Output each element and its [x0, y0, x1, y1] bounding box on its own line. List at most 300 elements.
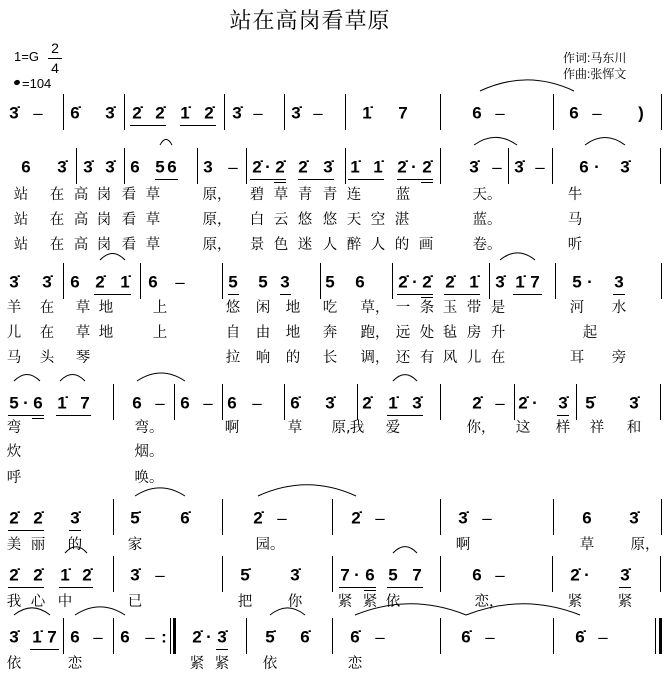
- note: 5: [155, 157, 165, 177]
- note: 6: [472, 565, 482, 585]
- note: 1̇: [350, 157, 360, 177]
- lyric-syllable: 把: [237, 593, 253, 610]
- lyric-syllable: 呼: [6, 469, 22, 486]
- note: 2̇: [95, 272, 105, 292]
- lyric-syllable: 云: [273, 211, 289, 228]
- lyric-syllable: 这: [515, 419, 531, 436]
- dash-extension: –: [277, 508, 287, 528]
- bar-line: [357, 384, 358, 420]
- note: 3̇: [9, 103, 19, 123]
- underline-eighth: [180, 125, 216, 126]
- note: 3̇: [558, 393, 568, 413]
- lyric-syllable: 起: [582, 324, 598, 341]
- lyric-syllable: 草: [75, 324, 91, 341]
- dot-augmentation: ·: [23, 393, 29, 413]
- note: 6: [167, 157, 177, 177]
- lyric-syllable: 草，: [360, 299, 390, 316]
- note: 5: [572, 272, 582, 292]
- underline-eighth: [619, 587, 631, 588]
- lyric-syllable: 风: [442, 349, 458, 366]
- underline-sixteenth: [421, 297, 433, 298]
- note: 2̇: [351, 508, 361, 528]
- lyric-syllable: 悠: [225, 299, 241, 316]
- lyric-syllable: 地: [285, 324, 301, 341]
- bar-line: [345, 148, 346, 184]
- underline-eighth: [69, 530, 81, 531]
- bar-line: [222, 556, 223, 592]
- lyric-syllable: 耳: [569, 349, 585, 366]
- note: 3̇: [290, 565, 300, 585]
- lyric-syllable: 蓝。: [472, 211, 502, 228]
- final-bar-thick: [659, 618, 662, 654]
- bar-line: [552, 556, 553, 592]
- lyric-syllable: 升: [490, 324, 506, 341]
- note: 2̇: [253, 508, 263, 528]
- slur: [258, 485, 356, 496]
- note: 3̇: [325, 393, 335, 413]
- lyric-syllable: 奔: [322, 324, 338, 341]
- lyric-syllable: 还: [395, 349, 411, 366]
- note: 3̇: [105, 157, 115, 177]
- note: 7: [340, 565, 350, 585]
- lyric-syllable: 的: [394, 236, 410, 253]
- bar-line: [222, 499, 223, 535]
- underline-eighth: [298, 179, 334, 180]
- dash-extension: –: [495, 393, 505, 413]
- lyric-syllable: 人: [370, 236, 386, 253]
- lyric-syllable: 房: [466, 324, 482, 341]
- lyric-syllable: 原，: [202, 186, 232, 203]
- lyric-syllable: 远: [395, 324, 411, 341]
- dash-extension: –: [203, 393, 213, 413]
- bar-line: [197, 148, 198, 184]
- lyric-syllable: 依: [262, 655, 278, 672]
- dash-extension: –: [155, 565, 165, 585]
- lyric-syllable: 中: [57, 593, 73, 610]
- note: 6: [365, 565, 375, 585]
- underline-eighth: [94, 294, 131, 295]
- dash-extension: –: [495, 103, 505, 123]
- slur: [500, 253, 535, 260]
- bar-line: [113, 499, 114, 535]
- lyric-syllable: 我: [349, 419, 365, 436]
- dash-extension: –: [535, 157, 545, 177]
- lyric-syllable: 在: [39, 324, 55, 341]
- bar-line: [332, 499, 333, 535]
- dash-extension: –: [155, 393, 165, 413]
- lyric-syllable: 草: [75, 299, 91, 316]
- note: 6̇: [350, 627, 360, 647]
- slur: [474, 137, 517, 145]
- bar-line: [553, 499, 554, 535]
- underline-eighth: [250, 179, 286, 180]
- underline-eighth: [30, 649, 59, 650]
- underline-eighth: [228, 294, 239, 295]
- dash-extension: –: [492, 157, 502, 177]
- bar-line: [124, 94, 125, 130]
- note: 6: [569, 103, 579, 123]
- composer: 作曲:张恽文: [563, 67, 627, 81]
- note: 5̇: [130, 508, 140, 528]
- dot-augmentation: ·: [206, 627, 212, 647]
- lyric-syllable: 心: [30, 593, 46, 610]
- bar-line: [320, 263, 321, 299]
- lyric-syllable: 在: [490, 349, 506, 366]
- note: 7: [47, 627, 57, 647]
- lyric-syllable: 碧: [249, 186, 265, 203]
- dash-extension: –: [145, 627, 155, 647]
- slur: [60, 375, 85, 381]
- note: 5̇: [265, 627, 275, 647]
- bar-line: [174, 384, 175, 420]
- lyric-syllable: 毡: [442, 324, 458, 341]
- lyric-syllable: 弯: [6, 419, 22, 436]
- bar-line: [553, 618, 554, 654]
- note: 2̇: [33, 508, 43, 528]
- lyric-syllable: 炊: [6, 443, 22, 460]
- lyric-syllable: 爱: [385, 419, 401, 436]
- lyric-syllable: 你: [287, 593, 303, 610]
- lyric-syllable: 醉: [346, 236, 362, 253]
- bar-line: [113, 618, 114, 654]
- slur: [14, 374, 40, 381]
- lyric-syllable: 看: [121, 236, 137, 253]
- note: 1̇: [57, 393, 67, 413]
- bar-line: [661, 94, 662, 130]
- note: 6: [579, 157, 589, 177]
- underline-eighth: [339, 587, 376, 588]
- lyric-syllable: 带: [466, 299, 482, 316]
- underline-eighth: [8, 530, 44, 531]
- lyric-syllable: 地: [98, 324, 114, 341]
- note: 6: [70, 272, 80, 292]
- dot-augmentation: ·: [412, 272, 418, 292]
- lyric-syllable: 听: [567, 236, 583, 253]
- lyric-syllable: 色: [273, 236, 289, 253]
- slur: [135, 488, 185, 496]
- note: 3̇: [620, 565, 630, 585]
- dash-extension: –: [253, 103, 263, 123]
- lyric-syllable: 悠: [322, 211, 338, 228]
- note: 1̇: [388, 393, 398, 413]
- note: 3: [280, 272, 290, 292]
- note: 2̇: [9, 508, 19, 528]
- bar-line: [555, 263, 556, 299]
- note: 6̇: [575, 627, 585, 647]
- dash-extension: –: [313, 103, 323, 123]
- note: 3̇: [217, 627, 227, 647]
- lyric-syllable: 草: [145, 236, 161, 253]
- note: 6̇: [300, 627, 310, 647]
- lyric-syllable: 琴: [75, 349, 91, 366]
- note: 5: [258, 272, 268, 292]
- lyric-syllable: 在: [39, 299, 55, 316]
- bar-line: [124, 148, 125, 184]
- note: 3̇: [514, 157, 524, 177]
- note: 6: [472, 103, 482, 123]
- bar-line: [440, 618, 441, 654]
- lyric-syllable: 玉: [442, 299, 458, 316]
- lyric-syllable: 恋: [347, 655, 363, 672]
- note: 6: [355, 272, 365, 292]
- lyric-syllable: 马: [6, 349, 22, 366]
- bar-line: [661, 499, 662, 535]
- lyric-syllable: 草: [145, 186, 161, 203]
- lyric-syllable: 牛: [567, 186, 583, 203]
- lyric-syllable: 悠: [297, 211, 313, 228]
- dash-extension: –: [485, 627, 495, 647]
- lyric-syllable: 你，: [466, 419, 496, 436]
- lyric-syllable: 迷: [297, 236, 313, 253]
- bar-line: [552, 148, 553, 184]
- note: 6: [582, 508, 592, 528]
- note: 2̇: [155, 103, 165, 123]
- bar-line: [63, 263, 64, 299]
- note: 3̇: [495, 272, 505, 292]
- bar-line: [222, 384, 223, 420]
- note: 3̇: [42, 272, 52, 292]
- underline-eighth: [8, 587, 44, 588]
- lyric-syllable: 闲: [255, 299, 271, 316]
- note: 3̇: [620, 157, 630, 177]
- underline-eighth: [130, 125, 166, 126]
- dash-extension: –: [228, 157, 238, 177]
- note: 7: [412, 565, 422, 585]
- lyric-syllable: 恋: [67, 655, 83, 672]
- repeat-bar-thick: [173, 618, 176, 654]
- lyric-syllable: 唤。: [134, 469, 164, 486]
- note: 2̇: [362, 393, 372, 413]
- note: 2̇: [252, 157, 262, 177]
- underline-sixteenth: [421, 182, 433, 183]
- slur: [160, 139, 172, 145]
- bar-line: [660, 384, 661, 420]
- lyric-syllable: 草: [273, 186, 289, 203]
- lyric-syllable: 连: [346, 186, 362, 203]
- lyric-syllable: 祥: [589, 419, 605, 436]
- lyric-syllable: 已: [127, 593, 143, 610]
- lyric-syllable: 紧: [214, 655, 230, 672]
- note: 1̇: [120, 272, 130, 292]
- bar-line: [576, 384, 577, 420]
- lyric-syllable: 有: [419, 349, 435, 366]
- bar-line: [440, 148, 441, 184]
- lyricist: 作词:马东川: [563, 51, 627, 65]
- underline-eighth: [397, 294, 433, 295]
- note: 5: [228, 272, 238, 292]
- dot-augmentation: ·: [411, 157, 417, 177]
- dash-extension: –: [252, 393, 262, 413]
- note: 6: [21, 157, 31, 177]
- slur: [75, 607, 125, 615]
- dash-extension: –: [93, 627, 103, 647]
- underline-eighth: [56, 415, 91, 416]
- lyric-syllable: 烟。: [134, 443, 164, 460]
- lyric-syllable: 河: [569, 299, 585, 316]
- lyric-syllable: 儿: [466, 349, 482, 366]
- note: 7: [398, 103, 408, 123]
- bar-line: [440, 556, 441, 592]
- note: 3: [203, 157, 213, 177]
- note: 6: [180, 393, 190, 413]
- underline-sixteenth: [274, 182, 286, 183]
- note: 3̇: [9, 627, 19, 647]
- underline-eighth: [59, 587, 93, 588]
- bar-line: [514, 384, 515, 420]
- bar-line: [440, 94, 441, 130]
- lyric-syllable: 紧: [362, 593, 378, 610]
- note: 1̇: [469, 272, 479, 292]
- note: 6: [130, 157, 140, 177]
- bar-line: [284, 384, 285, 420]
- note: 6: [132, 393, 142, 413]
- bar-line: [440, 384, 441, 420]
- bar-line: [113, 384, 114, 420]
- lyric-syllable: 依: [385, 593, 401, 610]
- bar-line: [489, 263, 490, 299]
- lyric-syllable: 头: [39, 349, 55, 366]
- dash-extension: –: [375, 508, 385, 528]
- lyric-syllable: 地: [98, 299, 114, 316]
- slur: [480, 80, 574, 91]
- lyric-syllable: 草: [145, 211, 161, 228]
- lyric-syllable: 原，: [202, 211, 232, 228]
- bar-line: [284, 94, 285, 130]
- note: 1̇: [180, 103, 190, 123]
- dot-augmentation: ·: [354, 565, 360, 585]
- underline-eighth: [444, 294, 480, 295]
- lyric-syllable: 卷。: [472, 236, 502, 253]
- slur: [585, 138, 625, 145]
- note: 3̇: [323, 157, 333, 177]
- lyric-syllable: 天: [346, 211, 362, 228]
- lyric-syllable: 天。: [472, 186, 502, 203]
- bar-line: [332, 618, 333, 654]
- dash-extension: –: [33, 103, 43, 123]
- lyric-syllable: 看: [121, 186, 137, 203]
- note: 2̇: [472, 393, 482, 413]
- lyric-syllable: 弯。: [134, 419, 164, 436]
- note: 1̇: [32, 627, 42, 647]
- note: 1̇: [515, 272, 525, 292]
- note: 6̇: [70, 103, 80, 123]
- lyric-syllable: 跑，: [360, 324, 390, 341]
- bar-line: [63, 94, 64, 130]
- note: 2̇: [445, 272, 455, 292]
- note: 7: [80, 393, 90, 413]
- lyric-syllable: 处: [419, 324, 435, 341]
- slur: [137, 373, 185, 381]
- slur: [393, 375, 417, 381]
- time-signature-top: 2: [51, 40, 59, 56]
- lyric-syllable: 家: [127, 536, 143, 553]
- note: 3̇: [70, 508, 80, 528]
- lyric-syllable: 响: [255, 349, 271, 366]
- lyric-syllable: 蓝: [395, 186, 411, 203]
- note: 2̇: [570, 565, 580, 585]
- bar-line: [661, 263, 662, 299]
- lyric-syllable: 岗: [96, 236, 112, 253]
- note: 3̇: [130, 565, 140, 585]
- note: 2̇: [422, 157, 432, 177]
- lyric-syllable: 条: [419, 299, 435, 316]
- bar-line: [660, 148, 661, 184]
- note: 3̇: [83, 157, 93, 177]
- lyric-syllable: 和: [626, 419, 642, 436]
- note: 3̇: [458, 508, 468, 528]
- final-bar-thin: [655, 618, 656, 654]
- note: 2̇: [33, 565, 43, 585]
- lyric-syllable: 的: [285, 349, 301, 366]
- bar-line: [332, 556, 333, 592]
- bar-line: [140, 263, 141, 299]
- lyric-syllable: 丽: [30, 536, 46, 553]
- dash-extension: –: [375, 627, 385, 647]
- note: 6: [70, 627, 80, 647]
- note: 5̇: [585, 393, 595, 413]
- note: 3̇: [412, 393, 422, 413]
- dot-augmentation: ·: [265, 157, 271, 177]
- lyric-syllable: 我: [6, 593, 22, 610]
- slur: [100, 254, 125, 260]
- lyric-syllable: 站: [13, 186, 29, 203]
- note: 2̇: [82, 565, 92, 585]
- lyric-syllable: 恋，: [474, 593, 504, 610]
- key-signature: 1=G: [14, 49, 39, 64]
- time-signature-bottom: 4: [51, 60, 59, 76]
- lyric-syllable: 紧: [337, 593, 353, 610]
- note: 3̇: [57, 157, 67, 177]
- note: 5: [388, 565, 398, 585]
- lyric-syllable: 啊: [224, 419, 240, 436]
- note: 2̇: [9, 565, 19, 585]
- lyric-syllable: 吃: [322, 299, 338, 316]
- note: 3̇: [9, 272, 19, 292]
- slur: [393, 547, 417, 553]
- lyric-syllable: 调，: [360, 349, 390, 366]
- dot-augmentation: ·: [584, 565, 590, 585]
- lyric-syllable: 画: [418, 236, 434, 253]
- lyric-syllable: 岗: [96, 211, 112, 228]
- note: 2̇: [192, 627, 202, 647]
- note: 6: [33, 393, 43, 413]
- note: 2̇: [275, 157, 285, 177]
- note: 2̇: [422, 272, 432, 292]
- lyric-syllable: 草: [287, 419, 303, 436]
- lyric-syllable: 草: [579, 536, 595, 553]
- lyric-syllable: 白: [249, 211, 265, 228]
- lyric-syllable: 的: [67, 536, 83, 553]
- dot-augmentation: ·: [587, 272, 593, 292]
- lyric-syllable: 上: [152, 324, 168, 341]
- lyric-syllable: 旁: [611, 349, 627, 366]
- note: 6̇: [290, 393, 300, 413]
- note: 6: [120, 627, 130, 647]
- note: 3̇: [105, 103, 115, 123]
- note: 2̇: [132, 103, 142, 123]
- repeat-bar-thin: [170, 618, 171, 654]
- lyric-syllable: 原，: [630, 536, 660, 553]
- note: 5: [9, 393, 19, 413]
- underline-eighth: [387, 415, 423, 416]
- bracket: ): [638, 103, 644, 123]
- repeat-dots: :: [161, 627, 167, 647]
- lyric-syllable: 景: [249, 236, 265, 253]
- underline-eighth: [387, 587, 423, 588]
- bar-line: [113, 556, 114, 592]
- underline-eighth: [513, 294, 542, 295]
- lyric-syllable: 原,: [331, 419, 351, 436]
